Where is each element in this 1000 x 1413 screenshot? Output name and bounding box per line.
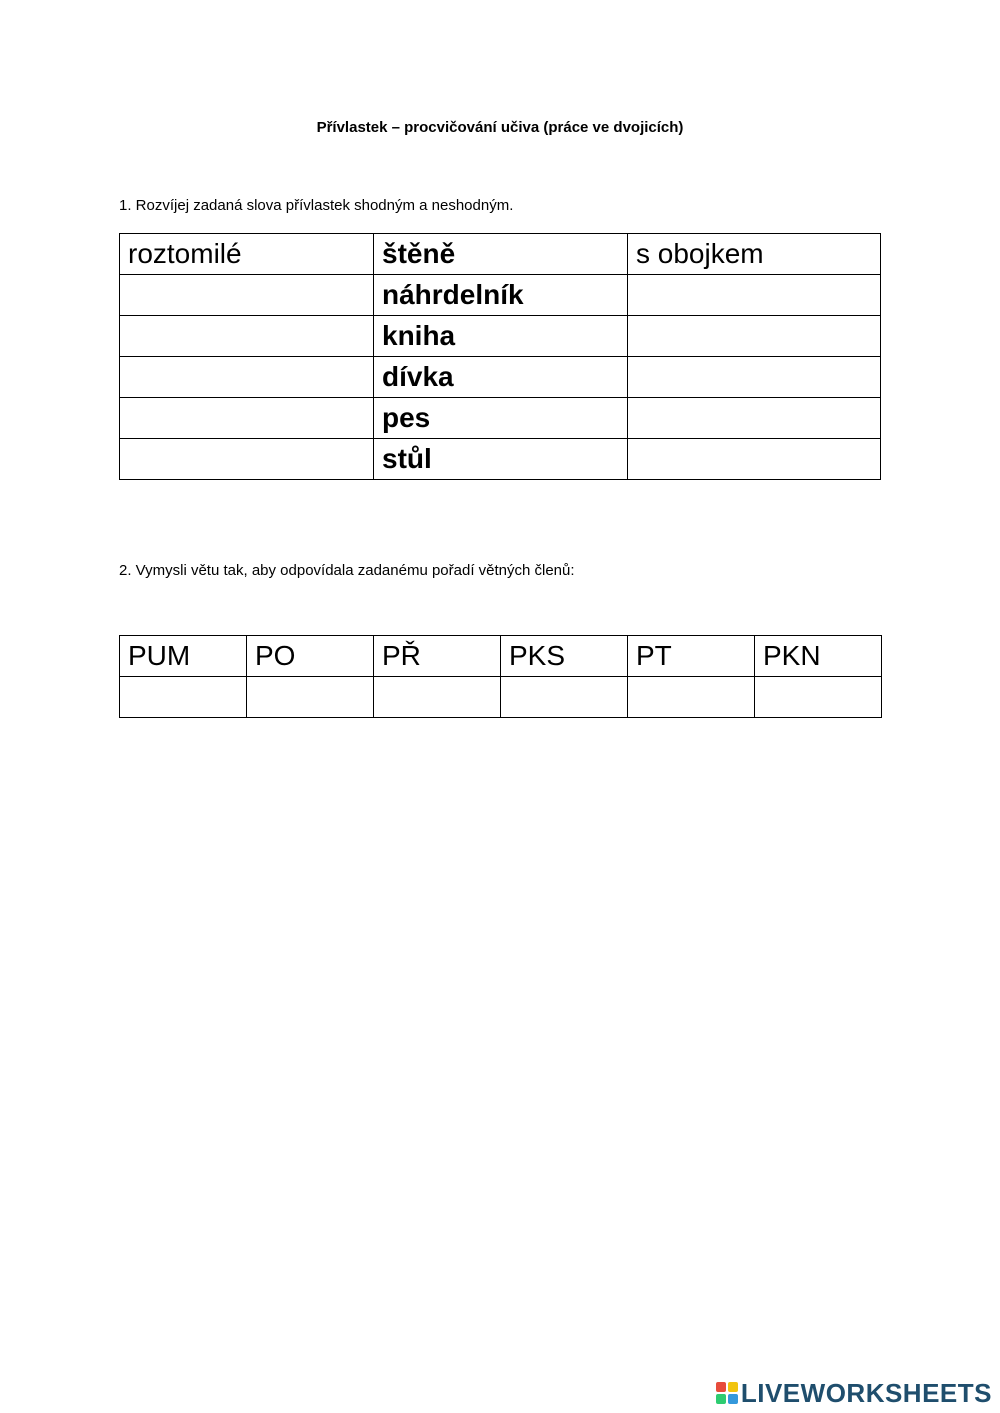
word-cell: štěně (374, 234, 628, 275)
logo-square (728, 1394, 738, 1404)
header-cell-pr: PŘ (374, 636, 501, 677)
answer-cell-pr[interactable] (374, 677, 501, 718)
neshodny-cell[interactable] (628, 439, 881, 480)
task1-table (119, 233, 881, 480)
shodny-cell[interactable] (120, 439, 374, 480)
logo-square (716, 1394, 726, 1404)
header-cell-po: PO (247, 636, 374, 677)
table-row (120, 234, 881, 275)
logo-text: LIVEWORKSHEETS (740, 1377, 992, 1408)
neshodny-cell[interactable] (628, 357, 881, 398)
neshodny-cell[interactable] (628, 316, 881, 357)
table-row (120, 275, 881, 316)
shodny-cell[interactable]: roztomilé (120, 234, 374, 275)
word-cell: stůl (374, 439, 628, 480)
header-cell-pkn: PKN (755, 636, 882, 677)
table-row (120, 398, 881, 439)
table-row (120, 439, 881, 480)
header-cell-pum: PUM (120, 636, 247, 677)
table-row (120, 357, 881, 398)
worksheet-title: Přívlastek – procvičování učiva (práce ve dvojicích) (316, 119, 684, 136)
task1-instruction: 1. Rozvíjej zadaná slova přívlastek shodným a neshodným. (119, 197, 514, 214)
table-row (120, 316, 881, 357)
shodny-cell[interactable] (120, 275, 374, 316)
neshodny-cell[interactable]: s obojkem (628, 234, 881, 275)
liveworksheets-logo (716, 1377, 992, 1409)
neshodny-cell[interactable] (628, 275, 881, 316)
answer-cell-pt[interactable] (628, 677, 755, 718)
logo-icon (716, 1382, 738, 1404)
shodny-cell[interactable] (120, 316, 374, 357)
logo-square (728, 1382, 738, 1392)
task2-instruction: 2. Vymysli větu tak, aby odpovídala zadanému pořadí větných členů: (119, 562, 575, 579)
header-cell-pks: PKS (501, 636, 628, 677)
shodny-cell[interactable] (120, 357, 374, 398)
word-cell: kniha (374, 316, 628, 357)
logo-square (716, 1382, 726, 1392)
answer-cell-pum[interactable] (120, 677, 247, 718)
answer-cell-pks[interactable] (501, 677, 628, 718)
header-row (120, 636, 882, 677)
word-cell: pes (374, 398, 628, 439)
word-cell: dívka (374, 357, 628, 398)
answer-cell-po[interactable] (247, 677, 374, 718)
word-cell: náhrdelník (374, 275, 628, 316)
task2-table (119, 635, 882, 718)
answer-row (120, 677, 882, 718)
shodny-cell[interactable] (120, 398, 374, 439)
header-cell-pt: PT (628, 636, 755, 677)
neshodny-cell[interactable] (628, 398, 881, 439)
answer-cell-pkn[interactable] (755, 677, 882, 718)
